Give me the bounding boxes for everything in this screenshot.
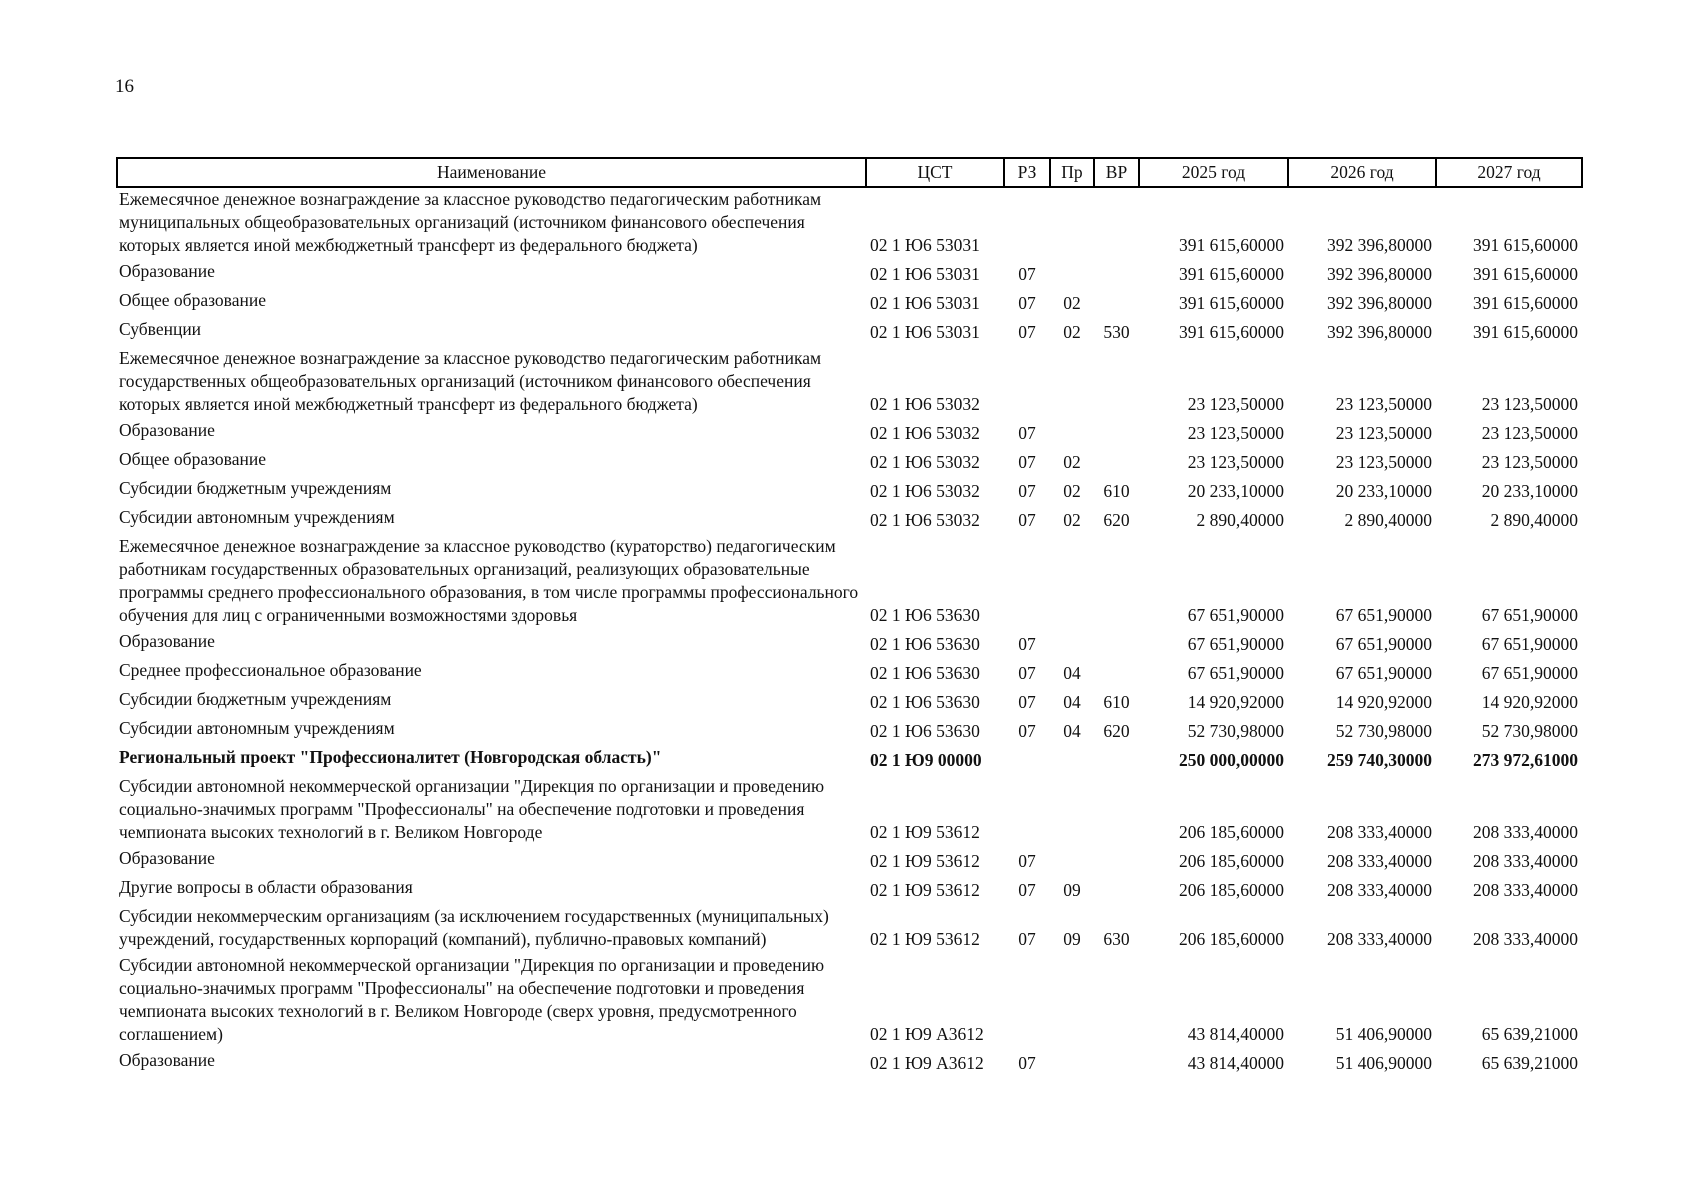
cell-vr — [1094, 347, 1139, 419]
cell-y2025: 391 615,60000 — [1179, 264, 1284, 284]
cell-csr: 02 1 Ю9 А3612 — [870, 1024, 984, 1044]
cell-rz: 07 — [1018, 929, 1036, 949]
table-row — [117, 905, 1582, 954]
table-header-row — [117, 158, 1582, 187]
cell-vr — [1094, 1049, 1139, 1078]
cell-pr — [1050, 535, 1094, 630]
header-2026: 2026 год — [1288, 158, 1436, 187]
cell-y2027: 391 615,60000 — [1473, 235, 1578, 255]
page-number: 16 — [115, 76, 134, 97]
cell-y2025: 23 123,50000 — [1187, 423, 1284, 443]
cell-y2027: 65 639,21000 — [1481, 1053, 1578, 1073]
cell-y2026: 392 396,80000 — [1327, 235, 1432, 255]
cell-pr — [1050, 954, 1094, 1049]
cell-y2027: 67 651,90000 — [1481, 634, 1578, 654]
table-row — [117, 1049, 1582, 1078]
cell-name: Образование — [119, 420, 215, 440]
cell-vr — [1094, 659, 1139, 688]
cell-pr — [1050, 847, 1094, 876]
cell-rz: 07 — [1018, 663, 1036, 683]
table-row — [117, 535, 1582, 630]
cell-name: Ежемесячное денежное вознаграждение за классное руководство педагогическим работникам государственных общеобразовательных организаций (источником финансового обеспечения которых является иной межбюджетный трансферт из федерального бюджета) — [119, 348, 822, 414]
cell-name: Субсидии бюджетным учреждениям — [119, 689, 392, 709]
cell-y2025: 67 651,90000 — [1187, 605, 1284, 625]
cell-vr — [1094, 746, 1139, 775]
cell-vr — [1094, 954, 1139, 1049]
cell-y2027: 20 233,10000 — [1481, 481, 1578, 501]
cell-rz: 07 — [1018, 634, 1036, 654]
cell-name: Ежемесячное денежное вознаграждение за классное руководство (кураторство) педагогическим работникам государственных образовательных организаций, реализующих образовательные программы среднего профессионального образования, в том числе программы профессионального обучения для лиц с ограниченными возможностями здоровья — [119, 536, 859, 625]
cell-pr — [1050, 1049, 1094, 1078]
cell-y2027: 23 123,50000 — [1481, 394, 1578, 414]
cell-name: Субсидии автономным учреждениям — [119, 507, 395, 527]
cell-y2025: 52 730,98000 — [1187, 721, 1284, 741]
cell-y2027: 23 123,50000 — [1481, 423, 1578, 443]
cell-csr: 02 1 Ю6 53032 — [870, 481, 980, 501]
header-name: Наименование — [117, 158, 866, 187]
cell-rz: 07 — [1018, 264, 1036, 284]
cell-y2025: 14 920,92000 — [1187, 692, 1284, 712]
cell-y2026: 392 396,80000 — [1327, 293, 1432, 313]
cell-y2027: 52 730,98000 — [1481, 721, 1578, 741]
cell-pr: 04 — [1063, 663, 1081, 683]
header-vr: ВР — [1094, 158, 1139, 187]
cell-rz — [1004, 347, 1050, 419]
cell-y2026: 51 406,90000 — [1335, 1024, 1432, 1044]
header-2027: 2027 год — [1436, 158, 1582, 187]
cell-rz: 07 — [1018, 1053, 1036, 1073]
cell-rz: 07 — [1018, 423, 1036, 443]
table-row — [117, 289, 1582, 318]
cell-y2025: 391 615,60000 — [1179, 293, 1284, 313]
cell-y2027: 391 615,60000 — [1473, 322, 1578, 342]
cell-name: Образование — [119, 261, 215, 281]
cell-rz — [1004, 187, 1050, 260]
header-2025: 2025 год — [1139, 158, 1288, 187]
cell-y2027: 208 333,40000 — [1473, 929, 1578, 949]
table-row — [117, 688, 1582, 717]
cell-rz: 07 — [1018, 322, 1036, 342]
cell-y2027: 23 123,50000 — [1481, 452, 1578, 472]
cell-vr: 620 — [1103, 721, 1130, 741]
cell-y2026: 14 920,92000 — [1335, 692, 1432, 712]
cell-y2025: 391 615,60000 — [1179, 322, 1284, 342]
cell-y2026: 208 333,40000 — [1327, 822, 1432, 842]
table-row — [117, 506, 1582, 535]
cell-name: Ежемесячное денежное вознаграждение за классное руководство педагогическим работникам муниципальных общеобразовательных организаций (источником финансового обеспечения которых является иной межбюджетный трансферт из федерального бюджета) — [119, 189, 822, 255]
table-row — [117, 260, 1582, 289]
cell-pr: 09 — [1063, 880, 1081, 900]
cell-csr: 02 1 Ю9 00000 — [870, 750, 982, 770]
cell-name: Образование — [119, 631, 215, 651]
cell-name: Другие вопросы в области образования — [119, 877, 413, 897]
cell-y2026: 67 651,90000 — [1335, 634, 1432, 654]
cell-csr: 02 1 Ю6 53630 — [870, 663, 980, 683]
cell-vr — [1094, 419, 1139, 448]
cell-vr — [1094, 448, 1139, 477]
cell-csr: 02 1 Ю6 53630 — [870, 605, 980, 625]
cell-pr: 02 — [1063, 293, 1081, 313]
cell-csr: 02 1 Ю6 53032 — [870, 452, 980, 472]
cell-name: Субсидии автономным учреждениям — [119, 718, 395, 738]
cell-pr: 04 — [1063, 721, 1081, 741]
cell-y2026: 20 233,10000 — [1335, 481, 1432, 501]
cell-vr — [1094, 630, 1139, 659]
cell-vr — [1094, 289, 1139, 318]
table-row — [117, 746, 1582, 775]
cell-name: Региональный проект "Профессионалитет (Новгородская область)" — [119, 747, 662, 767]
cell-vr — [1094, 775, 1139, 847]
cell-pr — [1050, 187, 1094, 260]
cell-y2025: 23 123,50000 — [1187, 452, 1284, 472]
cell-csr: 02 1 Ю6 53032 — [870, 423, 980, 443]
cell-rz — [1004, 775, 1050, 847]
cell-y2026: 208 333,40000 — [1327, 851, 1432, 871]
cell-y2025: 67 651,90000 — [1187, 663, 1284, 683]
cell-y2025: 250 000,00000 — [1179, 750, 1284, 770]
cell-vr — [1094, 535, 1139, 630]
budget-table — [116, 157, 1583, 1078]
cell-rz — [1004, 746, 1050, 775]
cell-rz: 07 — [1018, 880, 1036, 900]
cell-vr: 530 — [1103, 322, 1130, 342]
table-row — [117, 630, 1582, 659]
cell-csr: 02 1 Ю6 53630 — [870, 692, 980, 712]
cell-vr — [1094, 260, 1139, 289]
cell-y2025: 43 814,40000 — [1187, 1053, 1284, 1073]
cell-y2027: 67 651,90000 — [1481, 663, 1578, 683]
cell-name: Субсидии автономной некоммерческой организации "Дирекция по организации и проведению социально-значимых программ "Профессионалы" на обеспечение подготовки и проведения чемпионата высоких технологий в г. Великом Новгороде — [119, 776, 825, 842]
cell-pr: 04 — [1063, 692, 1081, 712]
cell-y2026: 392 396,80000 — [1327, 264, 1432, 284]
cell-csr: 02 1 Ю6 53032 — [870, 510, 980, 530]
cell-y2027: 65 639,21000 — [1481, 1024, 1578, 1044]
cell-y2026: 52 730,98000 — [1335, 721, 1432, 741]
cell-rz: 07 — [1018, 481, 1036, 501]
cell-pr — [1050, 746, 1094, 775]
cell-csr: 02 1 Ю6 53031 — [870, 264, 980, 284]
table-row — [117, 347, 1582, 419]
cell-pr: 09 — [1063, 929, 1081, 949]
cell-pr — [1050, 775, 1094, 847]
table-row — [117, 876, 1582, 905]
cell-y2026: 2 890,40000 — [1344, 510, 1432, 530]
cell-y2025: 43 814,40000 — [1187, 1024, 1284, 1044]
cell-rz: 07 — [1018, 851, 1036, 871]
cell-rz: 07 — [1018, 293, 1036, 313]
cell-y2026: 23 123,50000 — [1335, 452, 1432, 472]
header-csr: ЦСТ — [866, 158, 1004, 187]
table-row — [117, 187, 1582, 260]
cell-name: Образование — [119, 1050, 215, 1070]
cell-pr — [1050, 630, 1094, 659]
table-body — [117, 187, 1582, 1078]
table-row — [117, 477, 1582, 506]
cell-rz: 07 — [1018, 692, 1036, 712]
cell-y2026: 208 333,40000 — [1327, 880, 1432, 900]
cell-name: Субсидии некоммерческим организациям (за исключением государственных (муниципальных) учреждений, государственных корпораций (компаний), публично-правовых компаний) — [119, 906, 829, 949]
cell-csr: 02 1 Ю9 53612 — [870, 929, 980, 949]
cell-rz: 07 — [1018, 452, 1036, 472]
cell-csr: 02 1 Ю9 53612 — [870, 880, 980, 900]
cell-pr — [1050, 419, 1094, 448]
cell-name: Образование — [119, 848, 215, 868]
cell-name: Среднее профессиональное образование — [119, 660, 422, 680]
cell-y2027: 208 333,40000 — [1473, 822, 1578, 842]
cell-y2026: 259 740,30000 — [1327, 750, 1432, 770]
cell-y2025: 206 185,60000 — [1179, 822, 1284, 842]
cell-y2025: 206 185,60000 — [1179, 880, 1284, 900]
table-row — [117, 775, 1582, 847]
cell-y2026: 23 123,50000 — [1335, 423, 1432, 443]
table-row — [117, 659, 1582, 688]
table-row — [117, 717, 1582, 746]
cell-y2026: 51 406,90000 — [1335, 1053, 1432, 1073]
cell-y2025: 23 123,50000 — [1187, 394, 1284, 414]
table-row — [117, 318, 1582, 347]
cell-name: Субвенции — [119, 319, 202, 339]
cell-csr: 02 1 Ю6 53031 — [870, 293, 980, 313]
cell-y2026: 392 396,80000 — [1327, 322, 1432, 342]
cell-csr: 02 1 Ю9 53612 — [870, 851, 980, 871]
cell-csr: 02 1 Ю6 53032 — [870, 394, 980, 414]
cell-csr: 02 1 Ю6 53031 — [870, 322, 980, 342]
cell-y2025: 206 185,60000 — [1179, 929, 1284, 949]
table-row — [117, 954, 1582, 1049]
cell-rz — [1004, 954, 1050, 1049]
cell-name: Субсидии бюджетным учреждениям — [119, 478, 392, 498]
cell-y2027: 14 920,92000 — [1481, 692, 1578, 712]
cell-rz: 07 — [1018, 510, 1036, 530]
cell-csr: 02 1 Ю6 53031 — [870, 235, 980, 255]
cell-name: Общее образование — [119, 449, 266, 469]
cell-csr: 02 1 Ю9 53612 — [870, 822, 980, 842]
cell-y2027: 67 651,90000 — [1481, 605, 1578, 625]
cell-y2025: 2 890,40000 — [1196, 510, 1284, 530]
cell-pr: 02 — [1063, 481, 1081, 501]
cell-y2026: 208 333,40000 — [1327, 929, 1432, 949]
table-row — [117, 419, 1582, 448]
cell-rz: 07 — [1018, 721, 1036, 741]
cell-pr — [1050, 260, 1094, 289]
cell-name: Общее образование — [119, 290, 266, 310]
cell-csr: 02 1 Ю6 53630 — [870, 634, 980, 654]
cell-pr: 02 — [1063, 510, 1081, 530]
cell-y2027: 391 615,60000 — [1473, 293, 1578, 313]
cell-pr — [1050, 347, 1094, 419]
cell-vr: 620 — [1103, 510, 1130, 530]
cell-vr: 610 — [1103, 692, 1130, 712]
cell-vr: 630 — [1103, 929, 1130, 949]
cell-y2025: 67 651,90000 — [1187, 634, 1284, 654]
cell-y2025: 391 615,60000 — [1179, 235, 1284, 255]
cell-y2025: 20 233,10000 — [1187, 481, 1284, 501]
cell-y2026: 67 651,90000 — [1335, 605, 1432, 625]
cell-vr — [1094, 187, 1139, 260]
cell-pr: 02 — [1063, 452, 1081, 472]
cell-vr — [1094, 876, 1139, 905]
cell-y2027: 208 333,40000 — [1473, 880, 1578, 900]
cell-name: Субсидии автономной некоммерческой организации "Дирекция по организации и проведению социально-значимых программ "Профессионалы" на обеспечение подготовки и проведения чемпионата высоких технологий в г. Великом Новгороде (сверх уровня, предусмотренного соглашением) — [119, 955, 825, 1044]
cell-y2027: 391 615,60000 — [1473, 264, 1578, 284]
cell-y2027: 273 972,61000 — [1473, 750, 1578, 770]
cell-vr — [1094, 847, 1139, 876]
cell-y2026: 67 651,90000 — [1335, 663, 1432, 683]
cell-y2025: 206 185,60000 — [1179, 851, 1284, 871]
cell-csr: 02 1 Ю6 53630 — [870, 721, 980, 741]
cell-y2026: 23 123,50000 — [1335, 394, 1432, 414]
cell-vr: 610 — [1103, 481, 1130, 501]
header-pr: Пр — [1050, 158, 1094, 187]
cell-csr: 02 1 Ю9 А3612 — [870, 1053, 984, 1073]
header-rz: РЗ — [1004, 158, 1050, 187]
cell-rz — [1004, 535, 1050, 630]
cell-y2027: 208 333,40000 — [1473, 851, 1578, 871]
cell-pr: 02 — [1063, 322, 1081, 342]
table-row — [117, 847, 1582, 876]
cell-y2027: 2 890,40000 — [1490, 510, 1578, 530]
table-row — [117, 448, 1582, 477]
